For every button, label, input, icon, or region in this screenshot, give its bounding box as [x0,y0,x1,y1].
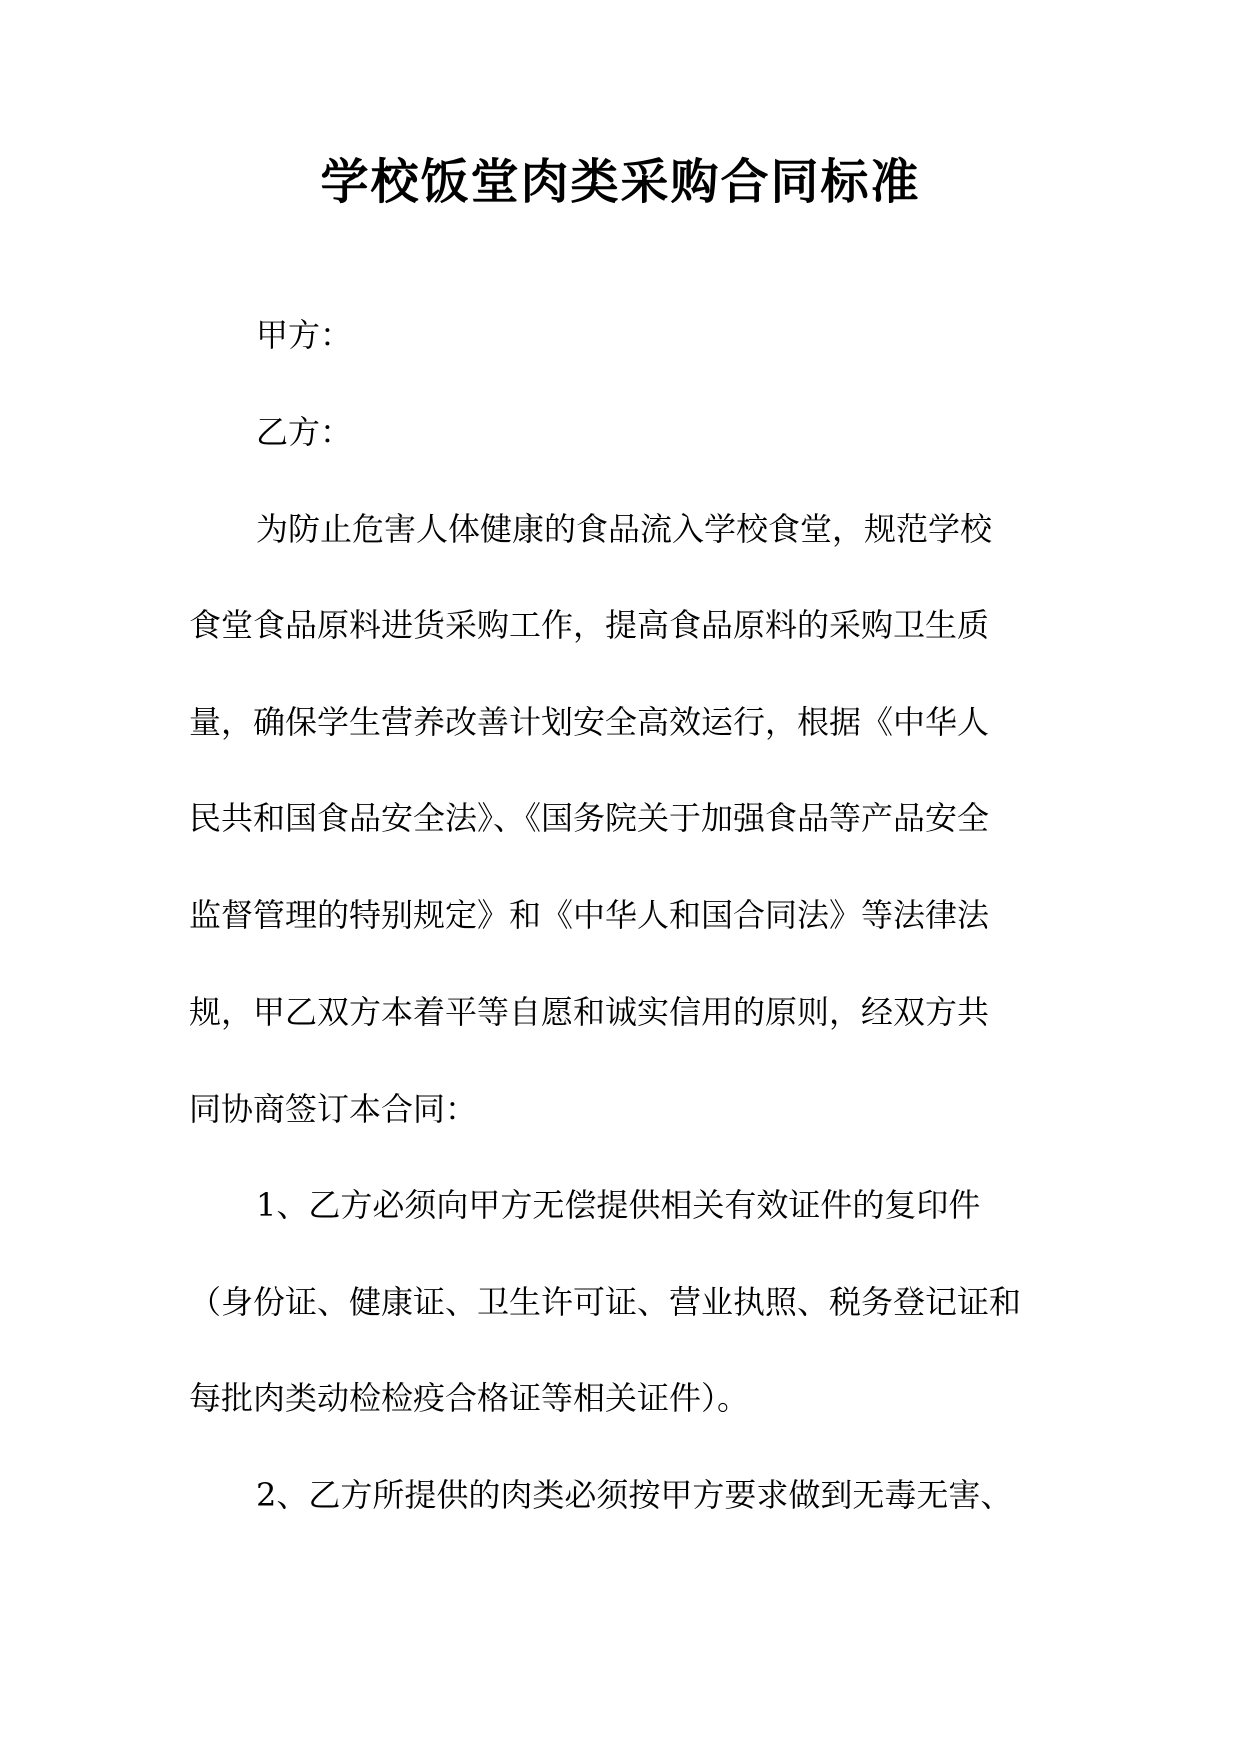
preamble-line: 量，确保学生营养改善计划安全高效运行，根据《中华人 [189,703,990,741]
preamble-line: 规，甲乙双方本着平等自愿和诚实信用的原则，经双方共 [189,993,990,1031]
clause-2-line: 2、乙方所提供的肉类必须按甲方要求做到无毒无害、 [256,1476,1013,1514]
document-title: 学校饭堂肉类采购合同标准 [320,154,921,210]
preamble-line: 监督管理的特别规定》和《中华人和国合同法》等法律法 [189,896,990,934]
clause-1-line: （身份证、健康证、卫生许可证、营业执照、税务登记证和 [189,1283,1022,1321]
party-b-label: 乙方： [256,413,353,451]
clause-1-line: 每批肉类动检检疫合格证等相关证件）。 [189,1379,750,1417]
preamble-line: 为防止危害人体健康的食品流入学校食堂，规范学校 [256,510,993,548]
clause-1-line: 1、乙方必须向甲方无偿提供相关有效证件的复印件 [256,1186,981,1224]
preamble-line: 食堂食品原料进货采购工作，提高食品原料的采购卫生质 [189,606,990,644]
party-a-label: 甲方： [256,316,353,354]
preamble-line: 民共和国食品安全法》、《国务院关于加强食品等产品安全 [189,799,990,837]
preamble-line: 同协商签订本合同： [189,1090,478,1128]
